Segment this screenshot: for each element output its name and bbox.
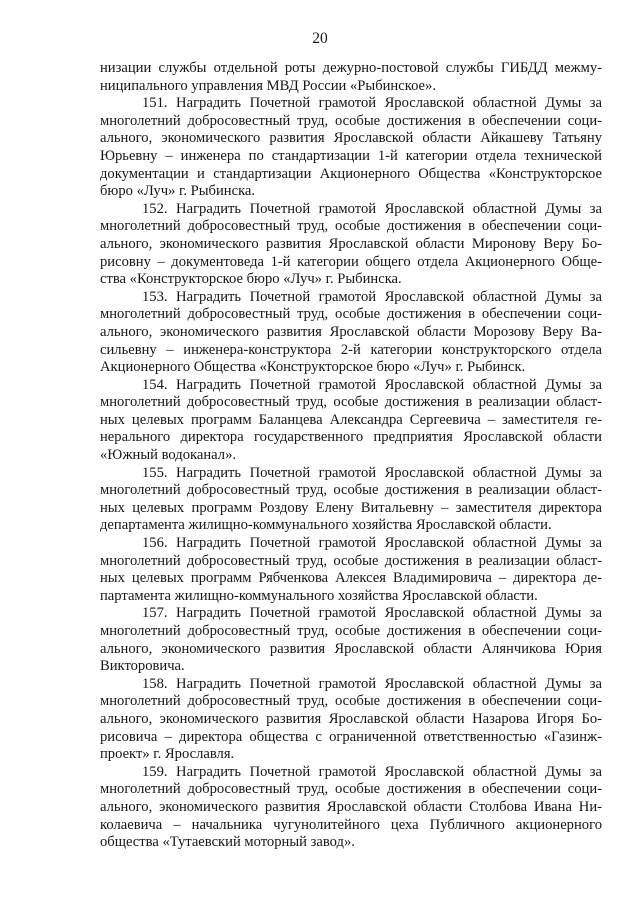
text-line: 151. Наградить Почетной грамотой Ярославской областной Думы за: [142, 95, 602, 112]
text-line: многолетний добросовестный труд, особые достижения в обеспечении соци-: [100, 306, 602, 323]
text-line: колаевича – начальника чугунолитейного цеха Публичного акционерного: [100, 816, 602, 833]
document-body: [100, 60, 602, 852]
text-line: 156. Наградить Почетной грамотой Ярославской областной Думы за: [142, 535, 602, 552]
text-line: общества «Тутаевский моторный завод».: [100, 834, 355, 851]
paragraph: [100, 95, 602, 201]
text-line: Юрьевну – инженера по стандартизации 1-й категории отдела технической: [100, 147, 602, 164]
text-line: рисовича – директора общества с ограниченной ответственностью «Газинж-: [100, 728, 602, 745]
text-line: сильевну – инженера-конструктора 2-й категории конструкторского отдела: [100, 341, 602, 358]
text-line: ального, экономического развития Ярославской области Миронову Веру Бо-: [100, 235, 602, 252]
text-line: документации и стандартизации Акционерного Общества «Конструкторское: [100, 165, 602, 182]
text-line: 152. Наградить Почетной грамотой Ярославской областной Думы за: [142, 200, 602, 217]
text-line: многолетний добросовестный труд, особые достижения в обеспечении соци-: [100, 112, 602, 129]
text-line: 157. Наградить Почетной грамотой Ярославской областной Думы за: [142, 605, 602, 622]
text-line: 159. Наградить Почетной грамотой Ярославской областной Думы за: [142, 763, 602, 780]
page-number: 20: [312, 30, 328, 47]
text-line: ниципального управления МВД России «Рыбинское».: [100, 77, 436, 94]
text-line: «Южный водоканал».: [100, 447, 237, 464]
text-line: ных целевых программ Рябченкова Алексея Владимировича – директора де-: [100, 570, 602, 587]
text-line: низации службы отдельной роты дежурно-постовой службы ГИБДД межму-: [100, 60, 602, 76]
text-line: ального, экономического развития Ярославской области Алянчикова Юрия: [100, 640, 602, 657]
text-line: ального, экономического развития Ярославской области Морозову Веру Ва-: [100, 323, 602, 340]
text-line: многолетний добросовестный труд, особые достижения в обеспечении соци-: [100, 623, 602, 639]
paragraph: [100, 465, 602, 535]
text-line: многолетний добросовестный труд, особые достижения в реализации област-: [100, 482, 602, 499]
text-line: многолетний добросовестный труд, особые достижения в обеспечении соци-: [100, 218, 602, 235]
paragraph: [100, 377, 602, 465]
text-line: ального, экономического развития Ярославской области Айкашеву Татьяну: [100, 130, 602, 147]
text-line: партамента жилищно-коммунального хозяйства Ярославской области.: [100, 587, 538, 604]
text-line: рисовну – документоведа 1-й категории общего отдела Акционерного Обще-: [100, 253, 602, 270]
paragraph: [100, 201, 602, 289]
text-line: многолетний добросовестный труд, особые достижения в реализации област-: [100, 552, 602, 569]
text-line: ального, экономического развития Ярославской области Назарова Игоря Бо-: [100, 710, 602, 727]
text-line: многолетний добросовестный труд, особые достижения в обеспечении соци-: [100, 781, 602, 798]
paragraph: [100, 764, 602, 852]
text-line: 155. Наградить Почетной грамотой Ярославской областной Думы за: [142, 464, 602, 481]
text-line: 153. Наградить Почетной грамотой Ярославской областной Думы за: [142, 288, 602, 305]
text-line: ных целевых программ Баланцева Александра Сергеевича – заместителя ге-: [100, 411, 602, 428]
text-line: Акционерного Общества «Конструкторское бюро «Луч» г. Рыбинск.: [100, 359, 526, 376]
text-line: 154. Наградить Почетной грамотой Ярославской областной Думы за: [142, 376, 602, 393]
text-line: ального, экономического развития Ярославской области Столбова Ивана Ни-: [100, 798, 602, 815]
paragraph: [100, 289, 602, 377]
text-line: многолетний добросовестный труд, особые достижения в обеспечении соци-: [100, 693, 602, 710]
text-line: многолетний добросовестный труд, особые достижения в реализации област-: [100, 394, 602, 411]
text-line: ных целевых программ Роздову Елену Витальевну – заместителя директора: [100, 499, 602, 516]
text-line: нерального директора государственного предприятия Ярославской области: [100, 429, 602, 446]
text-line: ства «Конструкторское бюро «Луч» г. Рыбинска.: [100, 271, 402, 288]
paragraph: [100, 535, 602, 605]
paragraph: [100, 605, 602, 675]
text-line: проект» г. Ярославля.: [100, 746, 235, 763]
text-line: Викторовича.: [100, 658, 185, 675]
text-line: бюро «Луч» г. Рыбинска.: [100, 183, 256, 200]
paragraph: [100, 60, 602, 95]
text-line: 158. Наградить Почетной грамотой Ярославской областной Думы за: [142, 675, 602, 692]
paragraph: [100, 676, 602, 764]
text-line: департамента жилищно-коммунального хозяйства Ярославской области.: [100, 517, 552, 534]
